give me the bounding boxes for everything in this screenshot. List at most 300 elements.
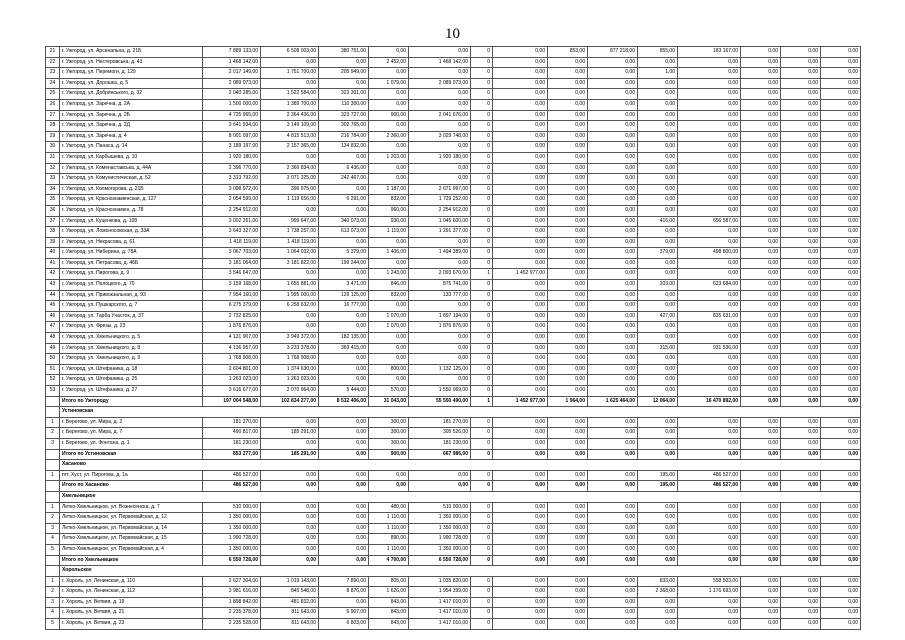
value-cell: 0 <box>471 47 493 58</box>
value-cell: 0,00 <box>548 481 588 492</box>
value-cell: 805,00 <box>369 576 409 587</box>
value-cell: 0,00 <box>493 449 548 460</box>
value-cell: 0,00 <box>781 502 821 513</box>
value-cell: 0,00 <box>493 89 548 100</box>
value-cell: 0 <box>471 576 493 587</box>
value-cell: 6 436,00 <box>319 163 369 174</box>
address-cell: г. Ужгород, ул. Заречна, д. 2А <box>60 99 203 110</box>
value-cell: 3 181 064,00 <box>203 258 261 269</box>
value-cell: 0,00 <box>409 354 471 365</box>
value-cell: 0,00 <box>493 216 548 227</box>
value-cell: 1 070,00 <box>369 311 409 322</box>
address-cell: г. Хороль, ул. Ленинская, д. 112 <box>60 587 203 598</box>
value-cell: 2 368,00 <box>638 587 678 598</box>
value-cell: 0,00 <box>678 386 741 397</box>
value-cell: 0,00 <box>638 438 678 449</box>
value-cell: 0,00 <box>493 428 548 439</box>
value-cell: 0,00 <box>678 290 741 301</box>
value-cell: 0,00 <box>781 555 821 566</box>
table-row <box>46 258 861 269</box>
value-cell: 0,00 <box>548 290 588 301</box>
value-cell: 0,00 <box>409 89 471 100</box>
value-cell: 0,00 <box>319 311 369 322</box>
value-cell: 0,00 <box>261 311 319 322</box>
value-cell: 1 374 630,00 <box>261 364 319 375</box>
value-cell: 1 350 000,00 <box>203 544 261 555</box>
value-cell: 0,00 <box>319 237 369 248</box>
value-cell: 0,00 <box>638 237 678 248</box>
address-cell: г. Ужгород, ул. Дорошка, д. 5 <box>60 78 203 89</box>
value-cell: 185 291,00 <box>261 449 319 460</box>
address-cell: г. Ужгород, ул. Штефаника, д. 25 <box>60 375 203 386</box>
value-cell: 0,00 <box>261 481 319 492</box>
value-cell: 0 <box>471 438 493 449</box>
value-cell: 0,00 <box>369 89 409 100</box>
value-cell: 0,00 <box>821 428 861 439</box>
value-cell: 510 000,00 <box>409 502 471 513</box>
value-cell: 1 132 125,00 <box>409 364 471 375</box>
value-cell: 0,00 <box>741 396 781 407</box>
address-cell: г. Ужгород, ул. Некрасова, д. 61 <box>60 237 203 248</box>
value-cell: 0,00 <box>493 47 548 58</box>
value-cell: 0,00 <box>588 608 638 619</box>
value-cell: 0,00 <box>369 68 409 79</box>
value-cell: 0,00 <box>821 343 861 354</box>
value-cell: 0,00 <box>781 428 821 439</box>
value-cell: 490 817,00 <box>203 428 261 439</box>
value-cell: 0,00 <box>638 174 678 185</box>
value-cell: 2 452,00 <box>369 57 409 68</box>
value-cell: 203,00 <box>638 280 678 291</box>
value-cell: 1 468 142,00 <box>409 57 471 68</box>
table-row <box>46 184 861 195</box>
value-cell: 0,00 <box>588 597 638 608</box>
value-cell: 0,00 <box>638 502 678 513</box>
value-cell: 0,00 <box>821 68 861 79</box>
row-number-cell: 2 <box>46 587 60 598</box>
value-cell: 0,00 <box>781 576 821 587</box>
row-number-cell: 23 <box>46 68 60 79</box>
value-cell: 5 379,00 <box>319 248 369 259</box>
value-cell: 486 527,00 <box>678 470 741 481</box>
value-cell: 0,00 <box>548 333 588 344</box>
value-cell: 6 550 728,00 <box>203 555 261 566</box>
value-cell: 1 964,00 <box>548 396 588 407</box>
value-cell: 1 655 881,00 <box>261 280 319 291</box>
value-cell: 0,00 <box>548 258 588 269</box>
value-cell: 2 254 912,00 <box>203 205 261 216</box>
value-cell: 0,00 <box>319 597 369 608</box>
value-cell: 0,00 <box>548 523 588 534</box>
value-cell: 0,00 <box>781 258 821 269</box>
value-cell: 0 <box>471 555 493 566</box>
value-cell: 843,00 <box>369 608 409 619</box>
value-cell: 0,00 <box>369 142 409 153</box>
value-cell: 0,00 <box>821 163 861 174</box>
value-cell: 0,00 <box>678 354 741 365</box>
value-cell: 0,00 <box>261 152 319 163</box>
row-number-cell: 26 <box>46 99 60 110</box>
value-cell: 0,00 <box>638 99 678 110</box>
value-cell: 0 <box>471 544 493 555</box>
value-cell: 0,00 <box>821 333 861 344</box>
row-number-cell: 21 <box>46 47 60 58</box>
value-cell: 0,00 <box>319 481 369 492</box>
value-cell: 0,00 <box>821 195 861 206</box>
value-cell: 0,00 <box>548 470 588 481</box>
value-cell: 1 876 876,00 <box>409 322 471 333</box>
value-cell: 0,00 <box>821 417 861 428</box>
value-cell: 0,00 <box>741 248 781 259</box>
value-cell: 0,00 <box>781 227 821 238</box>
value-cell: 6 508 003,00 <box>261 47 319 58</box>
value-cell: 0,00 <box>638 205 678 216</box>
value-cell: 181 270,00 <box>203 417 261 428</box>
value-cell: 0,00 <box>588 227 638 238</box>
value-cell: 0 <box>471 205 493 216</box>
value-cell: 0 <box>471 163 493 174</box>
value-cell: 0,00 <box>678 142 741 153</box>
value-cell: 0,00 <box>493 322 548 333</box>
table-row <box>46 576 861 587</box>
value-cell: 0 <box>471 68 493 79</box>
address-cell: Летко-Хмельницкое, ул. Вознесенска, д. 7 <box>60 502 203 513</box>
value-cell: 0,00 <box>261 470 319 481</box>
value-cell: 0,00 <box>638 131 678 142</box>
value-cell: 0,00 <box>548 619 588 630</box>
value-cell: 2 040 285,00 <box>203 89 261 100</box>
address-cell: пгт. Хуст, ул. Пирогова, д. 1а <box>60 470 203 481</box>
value-cell: 0,00 <box>409 375 471 386</box>
value-cell: 0,00 <box>678 438 741 449</box>
row-number-cell <box>46 481 60 492</box>
value-cell: 0,00 <box>588 174 638 185</box>
value-cell: 1 625 464,00 <box>588 396 638 407</box>
row-number-cell: 24 <box>46 78 60 89</box>
value-cell: 930,00 <box>369 216 409 227</box>
value-cell: 0,00 <box>319 438 369 449</box>
value-cell: 0,00 <box>493 438 548 449</box>
row-number-cell: 29 <box>46 131 60 142</box>
value-cell: 0,00 <box>678 121 741 132</box>
value-cell: 195,00 <box>638 470 678 481</box>
value-cell: 0,00 <box>741 333 781 344</box>
address-cell: Итого по Ужгороду <box>60 396 203 407</box>
section-number-cell <box>46 407 60 418</box>
table-row <box>46 311 861 322</box>
address-cell: г. Ужгород, ул. Петрасова, д. 46Б <box>60 258 203 269</box>
value-cell: 0,00 <box>588 343 638 354</box>
value-cell: 0,00 <box>781 152 821 163</box>
value-cell: 0 <box>471 121 493 132</box>
value-cell: 0,00 <box>493 364 548 375</box>
value-cell: 0,00 <box>369 343 409 354</box>
value-cell: 843,00 <box>369 619 409 630</box>
row-number-cell: 40 <box>46 248 60 259</box>
value-cell: 0,00 <box>741 227 781 238</box>
value-cell: 0 <box>471 428 493 439</box>
value-cell: 0,00 <box>369 237 409 248</box>
address-cell: г. Ужгород, ул. Хмельницкого, д. 9 <box>60 354 203 365</box>
value-cell: 0,00 <box>678 131 741 142</box>
value-cell: 0,00 <box>678 258 741 269</box>
address-cell: г. Ужгород, ул. Хмельницкого, д. 8 <box>60 343 203 354</box>
address-cell: г. Ужгород, ул. Полоцкого, д. 70 <box>60 280 203 291</box>
address-cell: Итого по Хасаново <box>60 481 203 492</box>
value-cell: 0,00 <box>821 205 861 216</box>
value-cell: 0 <box>471 57 493 68</box>
subtotal-row <box>46 449 861 460</box>
value-cell: 0,00 <box>493 131 548 142</box>
value-cell: 0,00 <box>548 386 588 397</box>
value-cell: 0,00 <box>638 184 678 195</box>
value-cell: 8 876,00 <box>319 587 369 598</box>
table-row <box>46 47 861 58</box>
value-cell: 1 920 180,00 <box>203 152 261 163</box>
table-row <box>46 78 861 89</box>
value-cell: 3 067 703,00 <box>203 248 261 259</box>
value-cell: 8 001 097,00 <box>203 131 261 142</box>
value-cell: 0,00 <box>821 78 861 89</box>
value-cell: 0,00 <box>638 597 678 608</box>
value-cell: 129 125,00 <box>319 290 369 301</box>
value-cell: 0,00 <box>548 89 588 100</box>
value-cell: 0 <box>471 248 493 259</box>
value-cell: 1 119 656,00 <box>261 195 319 206</box>
value-cell: 0,00 <box>369 301 409 312</box>
value-cell: 0,00 <box>821 449 861 460</box>
value-cell: 2 732 825,00 <box>203 311 261 322</box>
value-cell: 0,00 <box>678 184 741 195</box>
value-cell: 900,00 <box>369 110 409 121</box>
value-cell: 0,00 <box>781 78 821 89</box>
value-cell: 0 <box>471 608 493 619</box>
row-number-cell: 34 <box>46 184 60 195</box>
address-cell: г. Ужгород, ул. Куценкова, д. 108 <box>60 216 203 227</box>
row-number-cell: 2 <box>46 513 60 524</box>
value-cell: 0,00 <box>588 555 638 566</box>
value-cell: 1 079,00 <box>369 78 409 89</box>
row-number-cell: 3 <box>46 523 60 534</box>
value-cell: 0,00 <box>821 396 861 407</box>
value-cell: 0,00 <box>493 248 548 259</box>
value-cell: 133 777,00 <box>409 290 471 301</box>
table-row <box>46 544 861 555</box>
table-row <box>46 375 861 386</box>
value-cell: 0,00 <box>821 110 861 121</box>
value-cell: 0,00 <box>548 99 588 110</box>
row-number-cell: 5 <box>46 544 60 555</box>
value-cell: 0,00 <box>409 343 471 354</box>
value-cell: 0,00 <box>548 163 588 174</box>
value-cell: 0,00 <box>821 301 861 312</box>
row-number-cell: 35 <box>46 195 60 206</box>
value-cell: 181 230,00 <box>203 438 261 449</box>
table-row <box>46 163 861 174</box>
address-cell: г. Ужгород, ул. Арсенальна, д. 21Б <box>60 47 203 58</box>
value-cell: 199 244,00 <box>319 258 369 269</box>
value-cell: 0,00 <box>319 57 369 68</box>
value-cell: 0,00 <box>493 587 548 598</box>
value-cell: 0,00 <box>319 544 369 555</box>
value-cell: 0,00 <box>781 121 821 132</box>
value-cell: 323 301,00 <box>319 89 369 100</box>
value-cell: 0,00 <box>493 502 548 513</box>
address-cell: Летко-Хмельницкое, ул. Первомайская, д. 14 <box>60 523 203 534</box>
value-cell: 0,00 <box>741 597 781 608</box>
value-cell: 7 889 133,00 <box>203 47 261 58</box>
value-cell: 1 406,00 <box>369 248 409 259</box>
value-cell: 0,00 <box>261 523 319 534</box>
value-cell: 0,00 <box>678 57 741 68</box>
value-cell: 0,00 <box>678 502 741 513</box>
value-cell: 0,00 <box>741 57 781 68</box>
value-cell: 0 <box>471 386 493 397</box>
value-cell: 0,00 <box>588 110 638 121</box>
value-cell: 0,00 <box>781 375 821 386</box>
value-cell: 2 054 599,00 <box>203 195 261 206</box>
value-cell: 0,00 <box>588 481 638 492</box>
value-cell: 0,00 <box>678 301 741 312</box>
address-cell: Летко-Хмельницкое, ул. Первомайская, д. 12 <box>60 513 203 524</box>
value-cell: 3 643 327,00 <box>203 227 261 238</box>
value-cell: 1 064 032,00 <box>261 248 319 259</box>
value-cell: 0,00 <box>678 597 741 608</box>
value-cell: 0,00 <box>588 438 638 449</box>
value-cell: 0,00 <box>741 152 781 163</box>
value-cell: 832,00 <box>369 290 409 301</box>
value-cell: 181 270,00 <box>409 417 471 428</box>
value-cell: 0,00 <box>638 290 678 301</box>
table-row <box>46 152 861 163</box>
value-cell: 300,00 <box>369 417 409 428</box>
value-cell: 380 751,00 <box>319 47 369 58</box>
value-cell: 0,00 <box>548 428 588 439</box>
value-cell: 0,00 <box>821 184 861 195</box>
value-cell: 0,00 <box>548 227 588 238</box>
value-cell: 486 527,00 <box>203 481 261 492</box>
value-cell: 0,00 <box>741 131 781 142</box>
address-cell: г. Ужгород, ул. Заречна, д. 2Б <box>60 110 203 121</box>
value-cell: 0,00 <box>678 449 741 460</box>
value-cell: 0,00 <box>741 110 781 121</box>
value-cell: 1 389 700,00 <box>261 99 319 110</box>
value-cell: 0,00 <box>638 121 678 132</box>
value-cell: 0,00 <box>548 142 588 153</box>
section-title: Хмельницкое <box>60 491 861 502</box>
value-cell: 396 975,00 <box>261 184 319 195</box>
row-number-cell: 32 <box>46 163 60 174</box>
value-cell: 0,00 <box>821 237 861 248</box>
value-cell: 0,00 <box>493 619 548 630</box>
value-cell: 0,00 <box>678 375 741 386</box>
value-cell: 0,00 <box>548 57 588 68</box>
value-cell: 0,00 <box>548 343 588 354</box>
value-cell: 0,00 <box>493 333 548 344</box>
value-cell: 0,00 <box>588 534 638 545</box>
value-cell: 486 527,00 <box>678 481 741 492</box>
value-cell: 1 920 180,00 <box>409 152 471 163</box>
row-number-cell: 1 <box>46 417 60 428</box>
value-cell: 0,00 <box>781 99 821 110</box>
value-cell: 0,00 <box>741 269 781 280</box>
table-row <box>46 428 861 439</box>
value-cell: 0,00 <box>548 354 588 365</box>
table-row <box>46 513 861 524</box>
value-cell: 0,00 <box>493 576 548 587</box>
table-row <box>46 523 861 534</box>
value-cell: 0,00 <box>588 184 638 195</box>
value-cell: 931 536,00 <box>678 343 741 354</box>
value-cell: 0,00 <box>319 523 369 534</box>
value-cell: 0,00 <box>678 227 741 238</box>
value-cell: 2 254 912,00 <box>409 205 471 216</box>
value-cell: 0,00 <box>781 597 821 608</box>
value-cell: 2 396 770,00 <box>203 163 261 174</box>
value-cell: 0,00 <box>261 417 319 428</box>
value-cell: 0,00 <box>781 449 821 460</box>
address-cell: г. Ужгород, ул. Заречна, д. 4 <box>60 131 203 142</box>
value-cell: 999 647,00 <box>261 216 319 227</box>
table-row <box>46 301 861 312</box>
table-row <box>46 354 861 365</box>
value-cell: 0,00 <box>548 417 588 428</box>
value-cell: 0,00 <box>261 78 319 89</box>
value-cell: 0,00 <box>548 438 588 449</box>
table-row <box>46 502 861 513</box>
value-cell: 0,00 <box>369 174 409 185</box>
value-cell: 0,00 <box>369 258 409 269</box>
value-cell: 0,00 <box>588 131 638 142</box>
value-cell: 0,00 <box>493 544 548 555</box>
row-number-cell: 38 <box>46 227 60 238</box>
value-cell: 4 725 965,00 <box>203 110 261 121</box>
value-cell: 0,00 <box>781 205 821 216</box>
value-cell: 185 291,00 <box>261 428 319 439</box>
value-cell: 323 727,00 <box>319 110 369 121</box>
value-cell: 0,00 <box>638 555 678 566</box>
value-cell: 0,00 <box>781 237 821 248</box>
value-cell: 0 <box>471 131 493 142</box>
value-cell: 0,00 <box>588 417 638 428</box>
value-cell: 510 000,00 <box>203 502 261 513</box>
address-cell: г. Ужгород, ул. Привокзальная, д. 93 <box>60 290 203 301</box>
value-cell: 0,00 <box>741 544 781 555</box>
value-cell: 0,00 <box>678 534 741 545</box>
row-number-cell: 4 <box>46 608 60 619</box>
value-cell: 1 898 842,00 <box>203 597 261 608</box>
value-cell: 0 <box>471 184 493 195</box>
value-cell: 3 949 372,00 <box>261 333 319 344</box>
value-cell: 0,00 <box>638 375 678 386</box>
value-cell: 0,00 <box>638 428 678 439</box>
value-cell: 0 <box>471 364 493 375</box>
value-cell: 0,00 <box>638 417 678 428</box>
row-number-cell: 43 <box>46 280 60 291</box>
value-cell: 0,00 <box>493 184 548 195</box>
value-cell: 0,00 <box>319 322 369 333</box>
value-cell: 835 631,00 <box>678 311 741 322</box>
value-cell: 0,00 <box>588 57 638 68</box>
value-cell: 1 626,00 <box>369 587 409 598</box>
value-cell: 0,00 <box>678 333 741 344</box>
value-cell: 0,00 <box>493 152 548 163</box>
value-cell: 0,00 <box>741 121 781 132</box>
row-number-cell: 30 <box>46 142 60 153</box>
value-cell: 0,00 <box>741 195 781 206</box>
value-cell: 3 189 197,00 <box>203 142 261 153</box>
value-cell: 0,00 <box>741 163 781 174</box>
